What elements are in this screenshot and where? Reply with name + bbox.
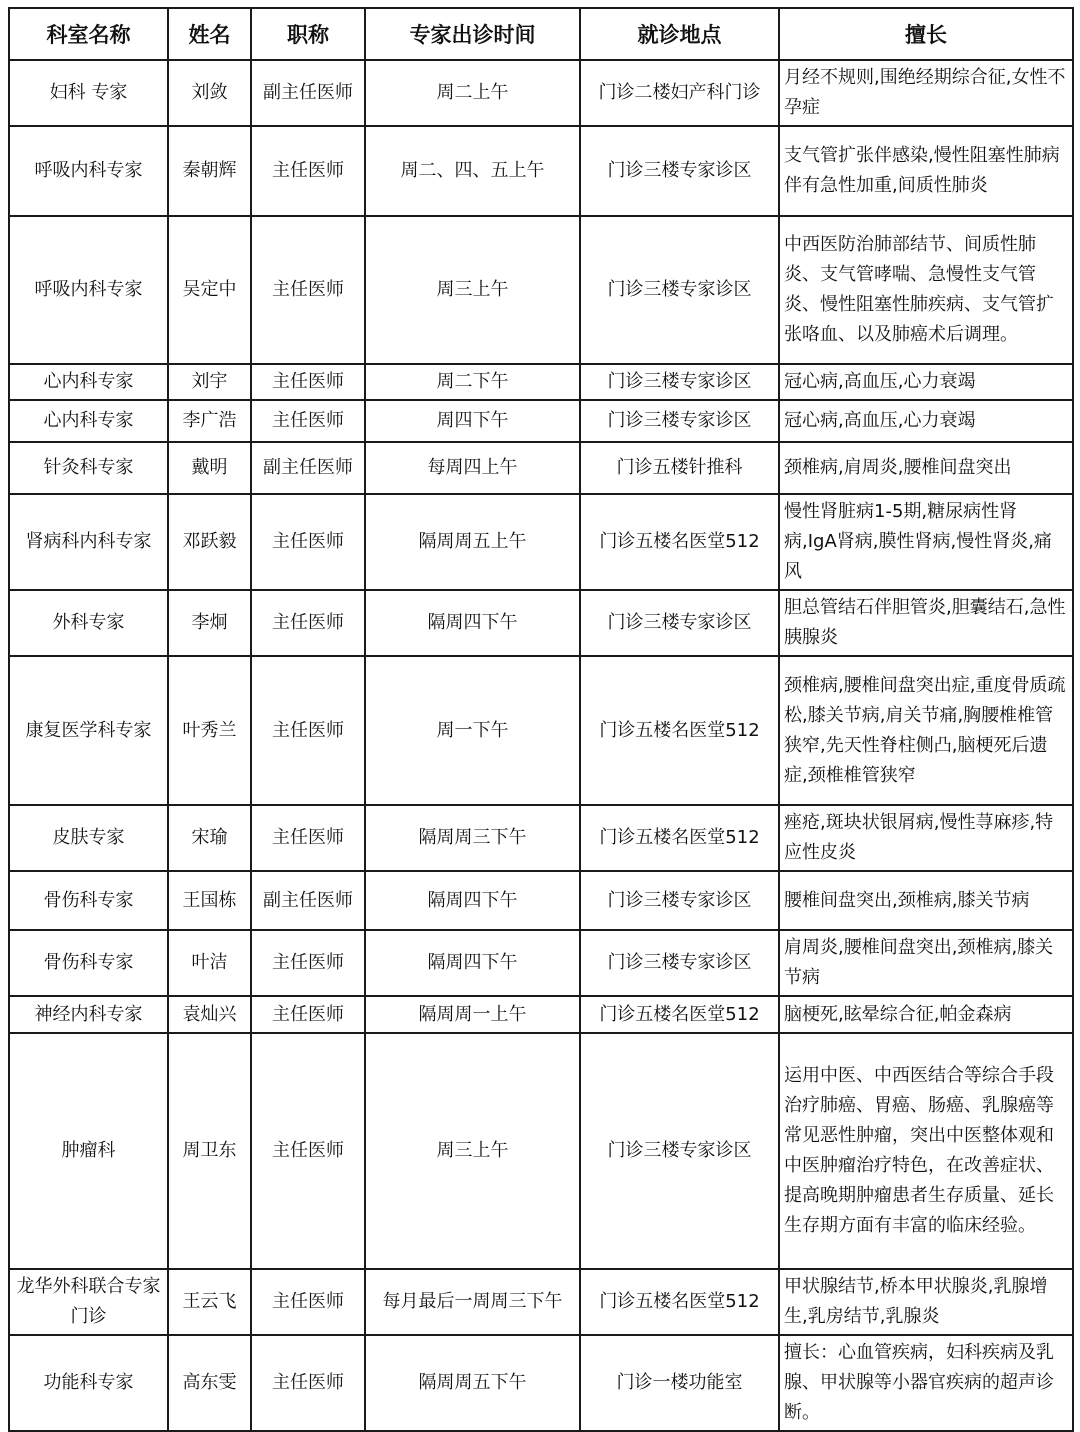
table-row [9, 1269, 1073, 1335]
location-cell: 门诊三楼专家诊区 [580, 1033, 779, 1269]
name-cell: 戴明 [168, 442, 251, 494]
expertise-cell: 痤疮,斑块状银屑病,慢性荨麻疹,特应性皮炎 [779, 805, 1073, 871]
name-cell: 王云飞 [168, 1269, 251, 1335]
expert-schedule-table [8, 7, 1074, 1432]
title-cell: 副主任医师 [251, 871, 365, 930]
title-cell: 主任医师 [251, 364, 365, 400]
time-cell: 周三上午 [365, 216, 580, 364]
table-row [9, 60, 1073, 126]
dept-cell: 呼吸内科专家 [9, 216, 168, 364]
header-name: 姓名 [168, 8, 251, 60]
name-cell: 李广浩 [168, 400, 251, 442]
time-cell: 周二、四、五上午 [365, 126, 580, 216]
title-cell: 主任医师 [251, 996, 365, 1033]
table-row [9, 126, 1073, 216]
name-cell: 王国栋 [168, 871, 251, 930]
header-location: 就诊地点 [580, 8, 779, 60]
time-cell: 周二上午 [365, 60, 580, 126]
time-cell: 隔周周三下午 [365, 805, 580, 871]
dept-cell: 神经内科专家 [9, 996, 168, 1033]
dept-cell: 针灸科专家 [9, 442, 168, 494]
header-time: 专家出诊时间 [365, 8, 580, 60]
time-cell: 隔周周五下午 [365, 1335, 580, 1431]
name-cell: 李炯 [168, 590, 251, 656]
title-cell: 主任医师 [251, 494, 365, 590]
header-title: 职称 [251, 8, 365, 60]
time-cell: 隔周周五上午 [365, 494, 580, 590]
title-cell: 主任医师 [251, 1269, 365, 1335]
title-cell: 主任医师 [251, 1033, 365, 1269]
expertise-cell: 运用中医、中西医结合等综合手段治疗肺癌、胃癌、肠癌、乳腺癌等常见恶性肿瘤，突出中医整体观和中医肿瘤治疗特色，在改善症状、提高晚期肿瘤患者生存质量、延长生存期方面有丰富的临床经验。 [779, 1033, 1073, 1269]
header-expertise: 擅长 [779, 8, 1073, 60]
location-cell: 门诊三楼专家诊区 [580, 590, 779, 656]
dept-cell: 肾病科内科专家 [9, 494, 168, 590]
name-cell: 叶洁 [168, 930, 251, 996]
title-cell: 主任医师 [251, 930, 365, 996]
table-row [9, 871, 1073, 930]
name-cell: 秦朝辉 [168, 126, 251, 216]
location-cell: 门诊三楼专家诊区 [580, 871, 779, 930]
dept-cell: 龙华外科联合专家门诊 [9, 1269, 168, 1335]
expertise-cell: 胆总管结石伴胆管炎,胆囊结石,急性胰腺炎 [779, 590, 1073, 656]
location-cell: 门诊五楼名医堂512 [580, 805, 779, 871]
location-cell: 门诊三楼专家诊区 [580, 364, 779, 400]
time-cell: 周二下午 [365, 364, 580, 400]
name-cell: 邓跃毅 [168, 494, 251, 590]
table-row [9, 216, 1073, 364]
expertise-cell: 冠心病,高血压,心力衰竭 [779, 400, 1073, 442]
dept-cell: 骨伤科专家 [9, 871, 168, 930]
table-row [9, 656, 1073, 805]
time-cell: 隔周四下午 [365, 590, 580, 656]
time-cell: 每月最后一周周三下午 [365, 1269, 580, 1335]
dept-cell: 心内科专家 [9, 364, 168, 400]
title-cell: 主任医师 [251, 656, 365, 805]
dept-cell: 呼吸内科专家 [9, 126, 168, 216]
expertise-cell: 肩周炎,腰椎间盘突出,颈椎病,膝关节病 [779, 930, 1073, 996]
title-cell: 主任医师 [251, 400, 365, 442]
name-cell: 高东雯 [168, 1335, 251, 1431]
title-cell: 主任医师 [251, 216, 365, 364]
expertise-cell: 颈椎病,腰椎间盘突出症,重度骨质疏松,膝关节病,肩关节痛,胸腰椎椎管狭窄,先天性脊柱侧凸,脑梗死后遗症,颈椎椎管狭窄 [779, 656, 1073, 805]
dept-cell: 皮肤专家 [9, 805, 168, 871]
title-cell: 主任医师 [251, 1335, 365, 1431]
expertise-cell: 脑梗死,眩晕综合征,帕金森病 [779, 996, 1073, 1033]
header-dept: 科室名称 [9, 8, 168, 60]
dept-cell: 妇科 专家 [9, 60, 168, 126]
name-cell: 刘宇 [168, 364, 251, 400]
table-row [9, 805, 1073, 871]
table-row [9, 400, 1073, 442]
time-cell: 周一下午 [365, 656, 580, 805]
name-cell: 吴定中 [168, 216, 251, 364]
location-cell: 门诊三楼专家诊区 [580, 126, 779, 216]
dept-cell: 心内科专家 [9, 400, 168, 442]
location-cell: 门诊一楼功能室 [580, 1335, 779, 1431]
location-cell: 门诊五楼名医堂512 [580, 1269, 779, 1335]
dept-cell: 肿瘤科 [9, 1033, 168, 1269]
table-row [9, 1335, 1073, 1431]
name-cell: 袁灿兴 [168, 996, 251, 1033]
table-row [9, 364, 1073, 400]
title-cell: 副主任医师 [251, 442, 365, 494]
title-cell: 副主任医师 [251, 60, 365, 126]
name-cell: 宋瑜 [168, 805, 251, 871]
table-row [9, 1033, 1073, 1269]
time-cell: 隔周周一上午 [365, 996, 580, 1033]
dept-cell: 功能科专家 [9, 1335, 168, 1431]
expertise-cell: 慢性肾脏病1-5期,糖尿病性肾病,IgA肾病,膜性肾病,慢性肾炎,痛风 [779, 494, 1073, 590]
location-cell: 门诊五楼名医堂512 [580, 494, 779, 590]
title-cell: 主任医师 [251, 805, 365, 871]
location-cell: 门诊五楼名医堂512 [580, 656, 779, 805]
time-cell: 隔周四下午 [365, 871, 580, 930]
time-cell: 周四下午 [365, 400, 580, 442]
table-row [9, 930, 1073, 996]
name-cell: 刘敛 [168, 60, 251, 126]
expertise-cell: 腰椎间盘突出,颈椎病,膝关节病 [779, 871, 1073, 930]
location-cell: 门诊三楼专家诊区 [580, 216, 779, 364]
dept-cell: 骨伤科专家 [9, 930, 168, 996]
title-cell: 主任医师 [251, 590, 365, 656]
location-cell: 门诊三楼专家诊区 [580, 930, 779, 996]
time-cell: 周三上午 [365, 1033, 580, 1269]
name-cell: 叶秀兰 [168, 656, 251, 805]
expertise-cell: 颈椎病,肩周炎,腰椎间盘突出 [779, 442, 1073, 494]
table-row [9, 442, 1073, 494]
time-cell: 隔周四下午 [365, 930, 580, 996]
expertise-cell: 冠心病,高血压,心力衰竭 [779, 364, 1073, 400]
expertise-cell: 中西医防治肺部结节、间质性肺炎、支气管哮喘、急慢性支气管炎、慢性阻塞性肺疾病、支气管扩张咯血、以及肺癌术后调理。 [779, 216, 1073, 364]
table-row [9, 494, 1073, 590]
dept-cell: 康复医学科专家 [9, 656, 168, 805]
header-row [9, 8, 1073, 60]
expertise-cell: 支气管扩张伴感染,慢性阻塞性肺病伴有急性加重,间质性肺炎 [779, 126, 1073, 216]
expertise-cell: 月经不规则,围绝经期综合征,女性不孕症 [779, 60, 1073, 126]
table-row [9, 996, 1073, 1033]
location-cell: 门诊五楼名医堂512 [580, 996, 779, 1033]
title-cell: 主任医师 [251, 126, 365, 216]
time-cell: 每周四上午 [365, 442, 580, 494]
location-cell: 门诊三楼专家诊区 [580, 400, 779, 442]
dept-cell: 外科专家 [9, 590, 168, 656]
expertise-cell: 甲状腺结节,桥本甲状腺炎,乳腺增生,乳房结节,乳腺炎 [779, 1269, 1073, 1335]
name-cell: 周卫东 [168, 1033, 251, 1269]
location-cell: 门诊二楼妇产科门诊 [580, 60, 779, 126]
table-row [9, 590, 1073, 656]
expertise-cell: 擅长：心血管疾病，妇科疾病及乳腺、甲状腺等小器官疾病的超声诊断。 [779, 1335, 1073, 1431]
location-cell: 门诊五楼针推科 [580, 442, 779, 494]
